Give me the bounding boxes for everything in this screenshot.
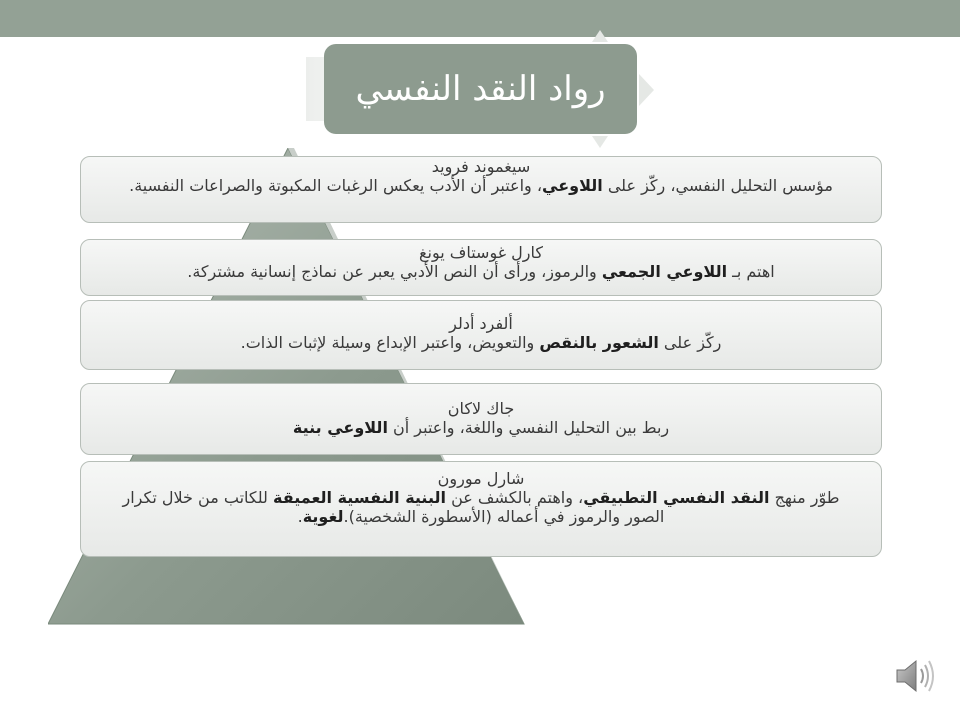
pioneer-card-adler — [80, 300, 882, 370]
pioneer-desc: اهتم بـ اللاوعي الجمعي والرموز، ورأى أن النص الأدبي يعبر عن نماذج إنسانية مشتركة. — [187, 262, 775, 281]
slide-title — [324, 44, 637, 134]
pioneer-name: سيغموند فرويد — [431, 157, 531, 176]
pioneer-desc: طوّر منهج النقد النفسي التطبيقي، واهتم بالكشف عن البنية النفسية العميقة للكاتب من خلال تكرار الصور والرموز في أعماله (الأسطورة الشخصية).لغوية. — [122, 488, 840, 526]
arrow-up-icon — [592, 30, 608, 42]
pioneer-desc: ربط بين التحليل النفسي واللغة، واعتبر أن اللاوعي بنية — [292, 418, 670, 437]
pioneer-card-lacan — [80, 383, 882, 455]
pioneer-name: ألفرد أدلر — [449, 314, 513, 333]
arrow-right-icon — [639, 74, 654, 106]
speaker-icon[interactable] — [894, 655, 938, 697]
pioneer-card-jung — [80, 239, 882, 296]
slide-title-text: رواد النقد النفسي — [355, 69, 606, 109]
pioneer-desc: ركّز على الشعور بالنقص والتعويض، واعتبر الإبداع وسيلة لإثبات الذات. — [240, 333, 722, 352]
top-banner — [0, 0, 960, 37]
pioneer-card-freud — [80, 156, 882, 223]
pioneer-card-mauron — [80, 461, 882, 557]
arrow-down-icon — [592, 136, 608, 148]
pioneer-name: شارل مورون — [437, 469, 525, 488]
pioneer-name: جاك لاكان — [447, 399, 515, 418]
pioneer-desc: مؤسس التحليل النفسي، ركّز على اللاوعي، واعتبر أن الأدب يعكس الرغبات المكبوتة والصراعات النفسية. — [129, 176, 833, 195]
pioneer-name: كارل غوستاف يونغ — [418, 243, 544, 262]
